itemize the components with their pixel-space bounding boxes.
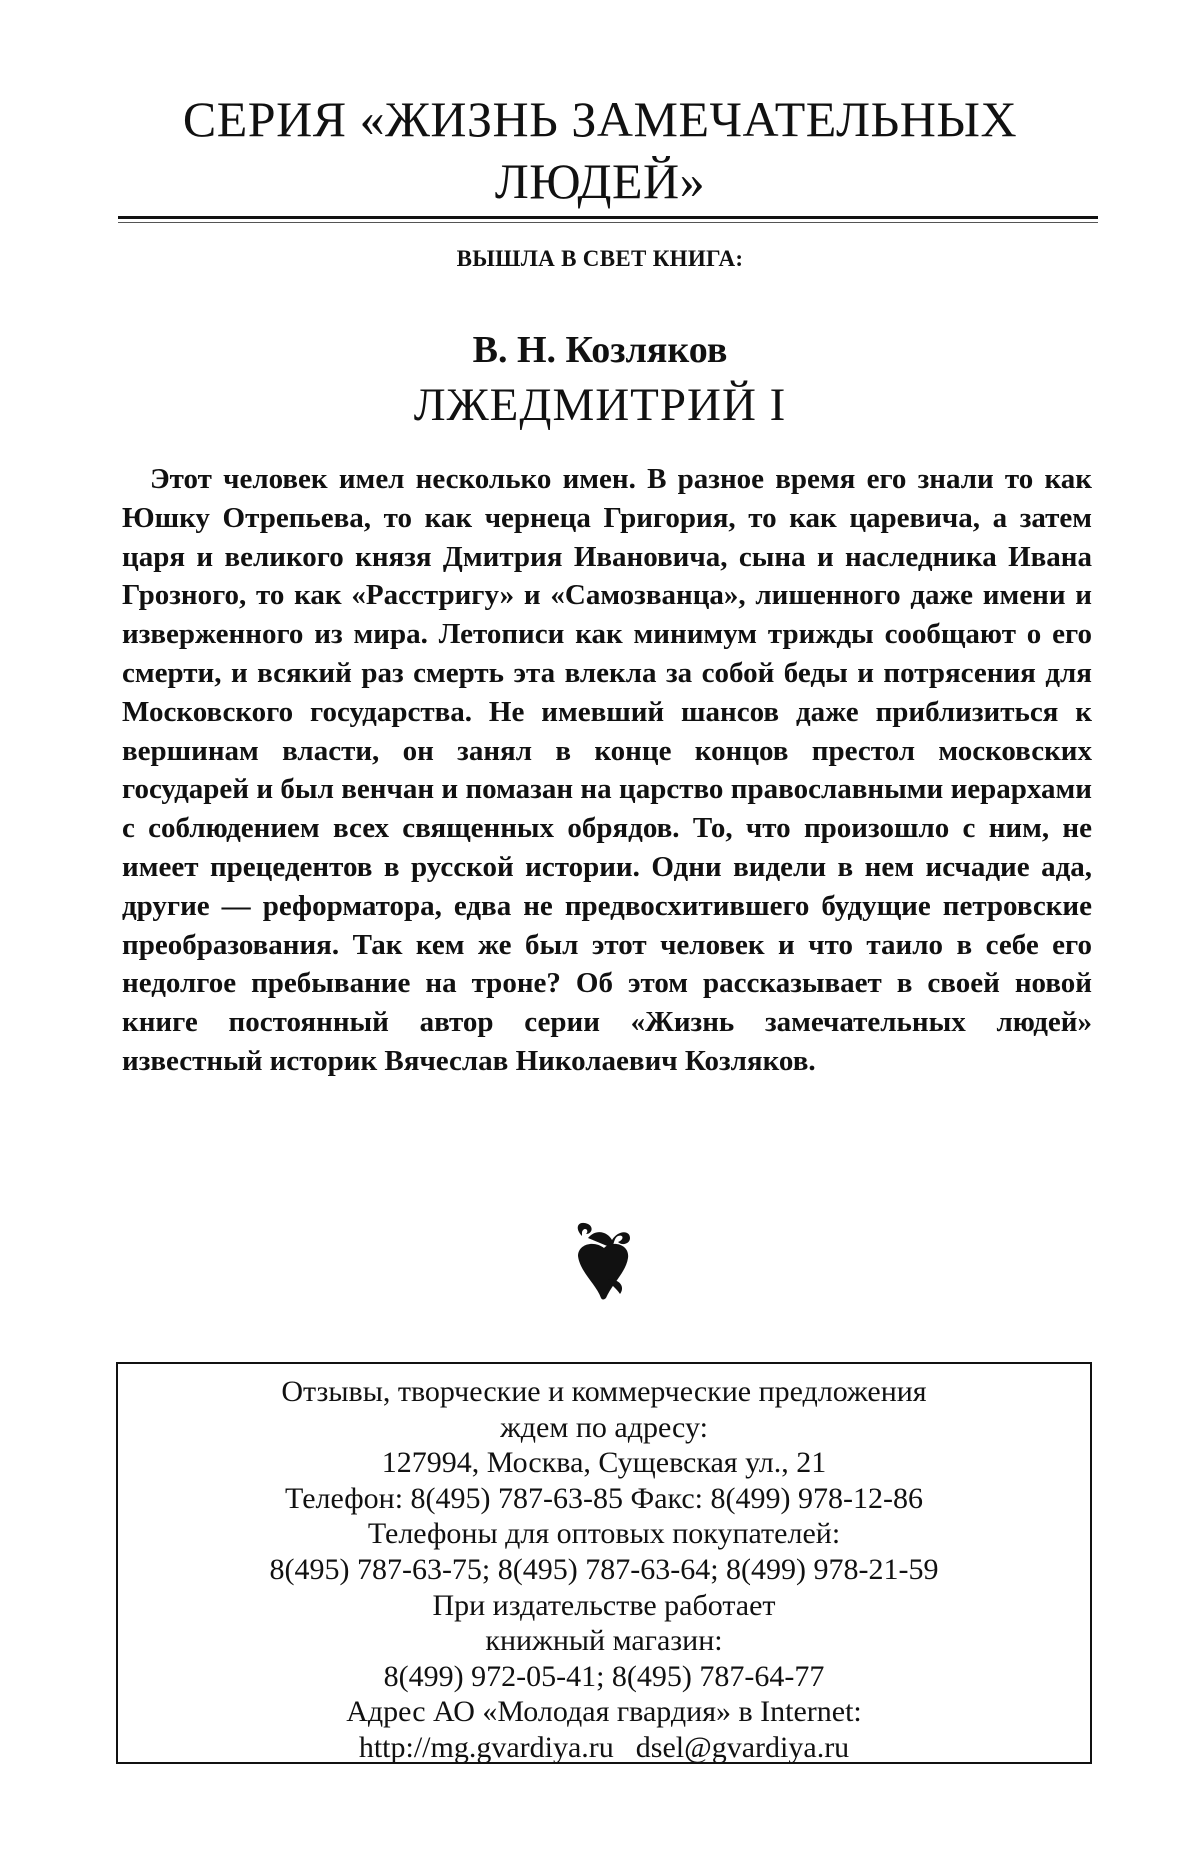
book-author: В. Н. Козляков	[472, 329, 728, 371]
wholesale-label: Телефоны для оптовых покупателей:	[367, 1517, 841, 1551]
header-divider	[118, 216, 1098, 219]
web-contacts	[118, 1730, 1090, 1766]
fleuron-icon	[568, 1218, 638, 1300]
book-title: ЛЖЕДМИТРИЙ I	[413, 379, 787, 431]
book-description: Этот человек имел несколько имен. В разное время его знали то как Юшку Отрепьева, то как чернеца Григория, то как царевича, а затем царя и великого князя Дмитрия Ивановича, сына и наследника Ивана Грозного, то как «Расстригу» и «Самозванца», лишенного даже имени и изверженного из мира. Летописи как минимум трижды сообщают о его смерти, и всякий раз смерть эта влекла за собой беды и потрясения для Московского государства. Не имевший шансов даже приблизиться к вершинам власти, он занял в конце концов престол московских государей и был венчан и помазан на царство православными иерархами с соблюдением всех священных обрядов. То, что произошло с ним, не имеет прецедентов в русской истории. Одни видели в нем исчадие ада, другие — реформатора, едва не предвосхитившего будущие петровские преобразования. Так кем же был этот человек и что таило в себе его недолгое пребывание на троне? Об этом рассказывает в своей новой книге постоянный автор серии «Жизнь замечательных людей» известный историк Вячеслав Николаевич Козляков.	[122, 463, 1092, 1077]
announcement-label: ВЫШЛА В СВЕТ КНИГА:	[456, 246, 744, 271]
shop-line: При издательстве работает	[432, 1588, 776, 1622]
publisher-address: 127994, Москва, Сущевская ул., 21	[381, 1446, 827, 1480]
internet-label: Адрес АО «Молодая гвардия» в Internet:	[346, 1695, 862, 1729]
website-link: http://mg.gvardiya.ru	[358, 1730, 614, 1764]
contacts-line: ждем по адресу:	[500, 1410, 708, 1444]
contacts-line: Отзывы, творческие и коммерческие предложения	[281, 1375, 927, 1408]
series-title-line-1: СЕРИЯ «ЖИЗНЬ ЗАМЕЧАТЕЛЬНЫХ	[182, 91, 1018, 147]
phone-fax: Телефон: 8(495) 787-63-85 Факс: 8(499) 978-12-86	[285, 1481, 923, 1515]
email-link: dsel@gvardiya.ru	[635, 1730, 850, 1764]
wholesale-phones: 8(495) 787-63-75; 8(495) 787-63-64; 8(499) 978-21-59	[269, 1552, 939, 1586]
contacts-box	[116, 1362, 1092, 1764]
shop-phones: 8(499) 972-05-41; 8(495) 787-64-77	[383, 1659, 825, 1693]
shop-line: книжный магазин:	[485, 1624, 723, 1658]
series-title-line-2: ЛЮДЕЙ»	[494, 153, 706, 209]
header-divider-thin	[118, 222, 1098, 223]
series-title	[100, 88, 1100, 212]
